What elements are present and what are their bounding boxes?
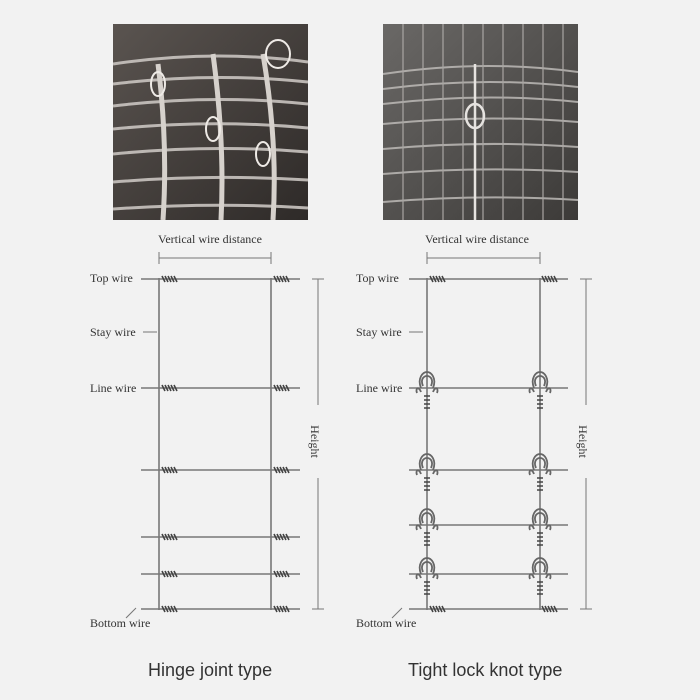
tight-lock-diagram xyxy=(392,252,592,618)
left-stay-wire-label: Stay wire xyxy=(90,325,136,339)
right-title: Tight lock knot type xyxy=(408,660,563,680)
hinge-joint-diagram xyxy=(126,252,324,618)
right-height-label: Height xyxy=(575,425,590,458)
right-line-wire-label: Line wire xyxy=(356,381,403,395)
left-title: Hinge joint type xyxy=(148,660,273,680)
tight-lock-knots xyxy=(416,276,557,612)
left-line-wire-label: Line wire xyxy=(90,381,137,395)
right-top-wire-label: Top wire xyxy=(356,271,399,285)
left-vertical-distance-label: Vertical wire distance xyxy=(158,232,262,246)
right-bottom-wire-label: Bottom wire xyxy=(356,616,417,630)
left-top-wire-label: Top wire xyxy=(90,271,133,285)
hinge-joints xyxy=(162,276,289,612)
right-vertical-distance-label: Vertical wire distance xyxy=(425,232,529,246)
left-height-label: Height xyxy=(307,425,322,458)
left-bottom-wire-label: Bottom wire xyxy=(90,616,151,630)
right-stay-wire-label: Stay wire xyxy=(356,325,402,339)
